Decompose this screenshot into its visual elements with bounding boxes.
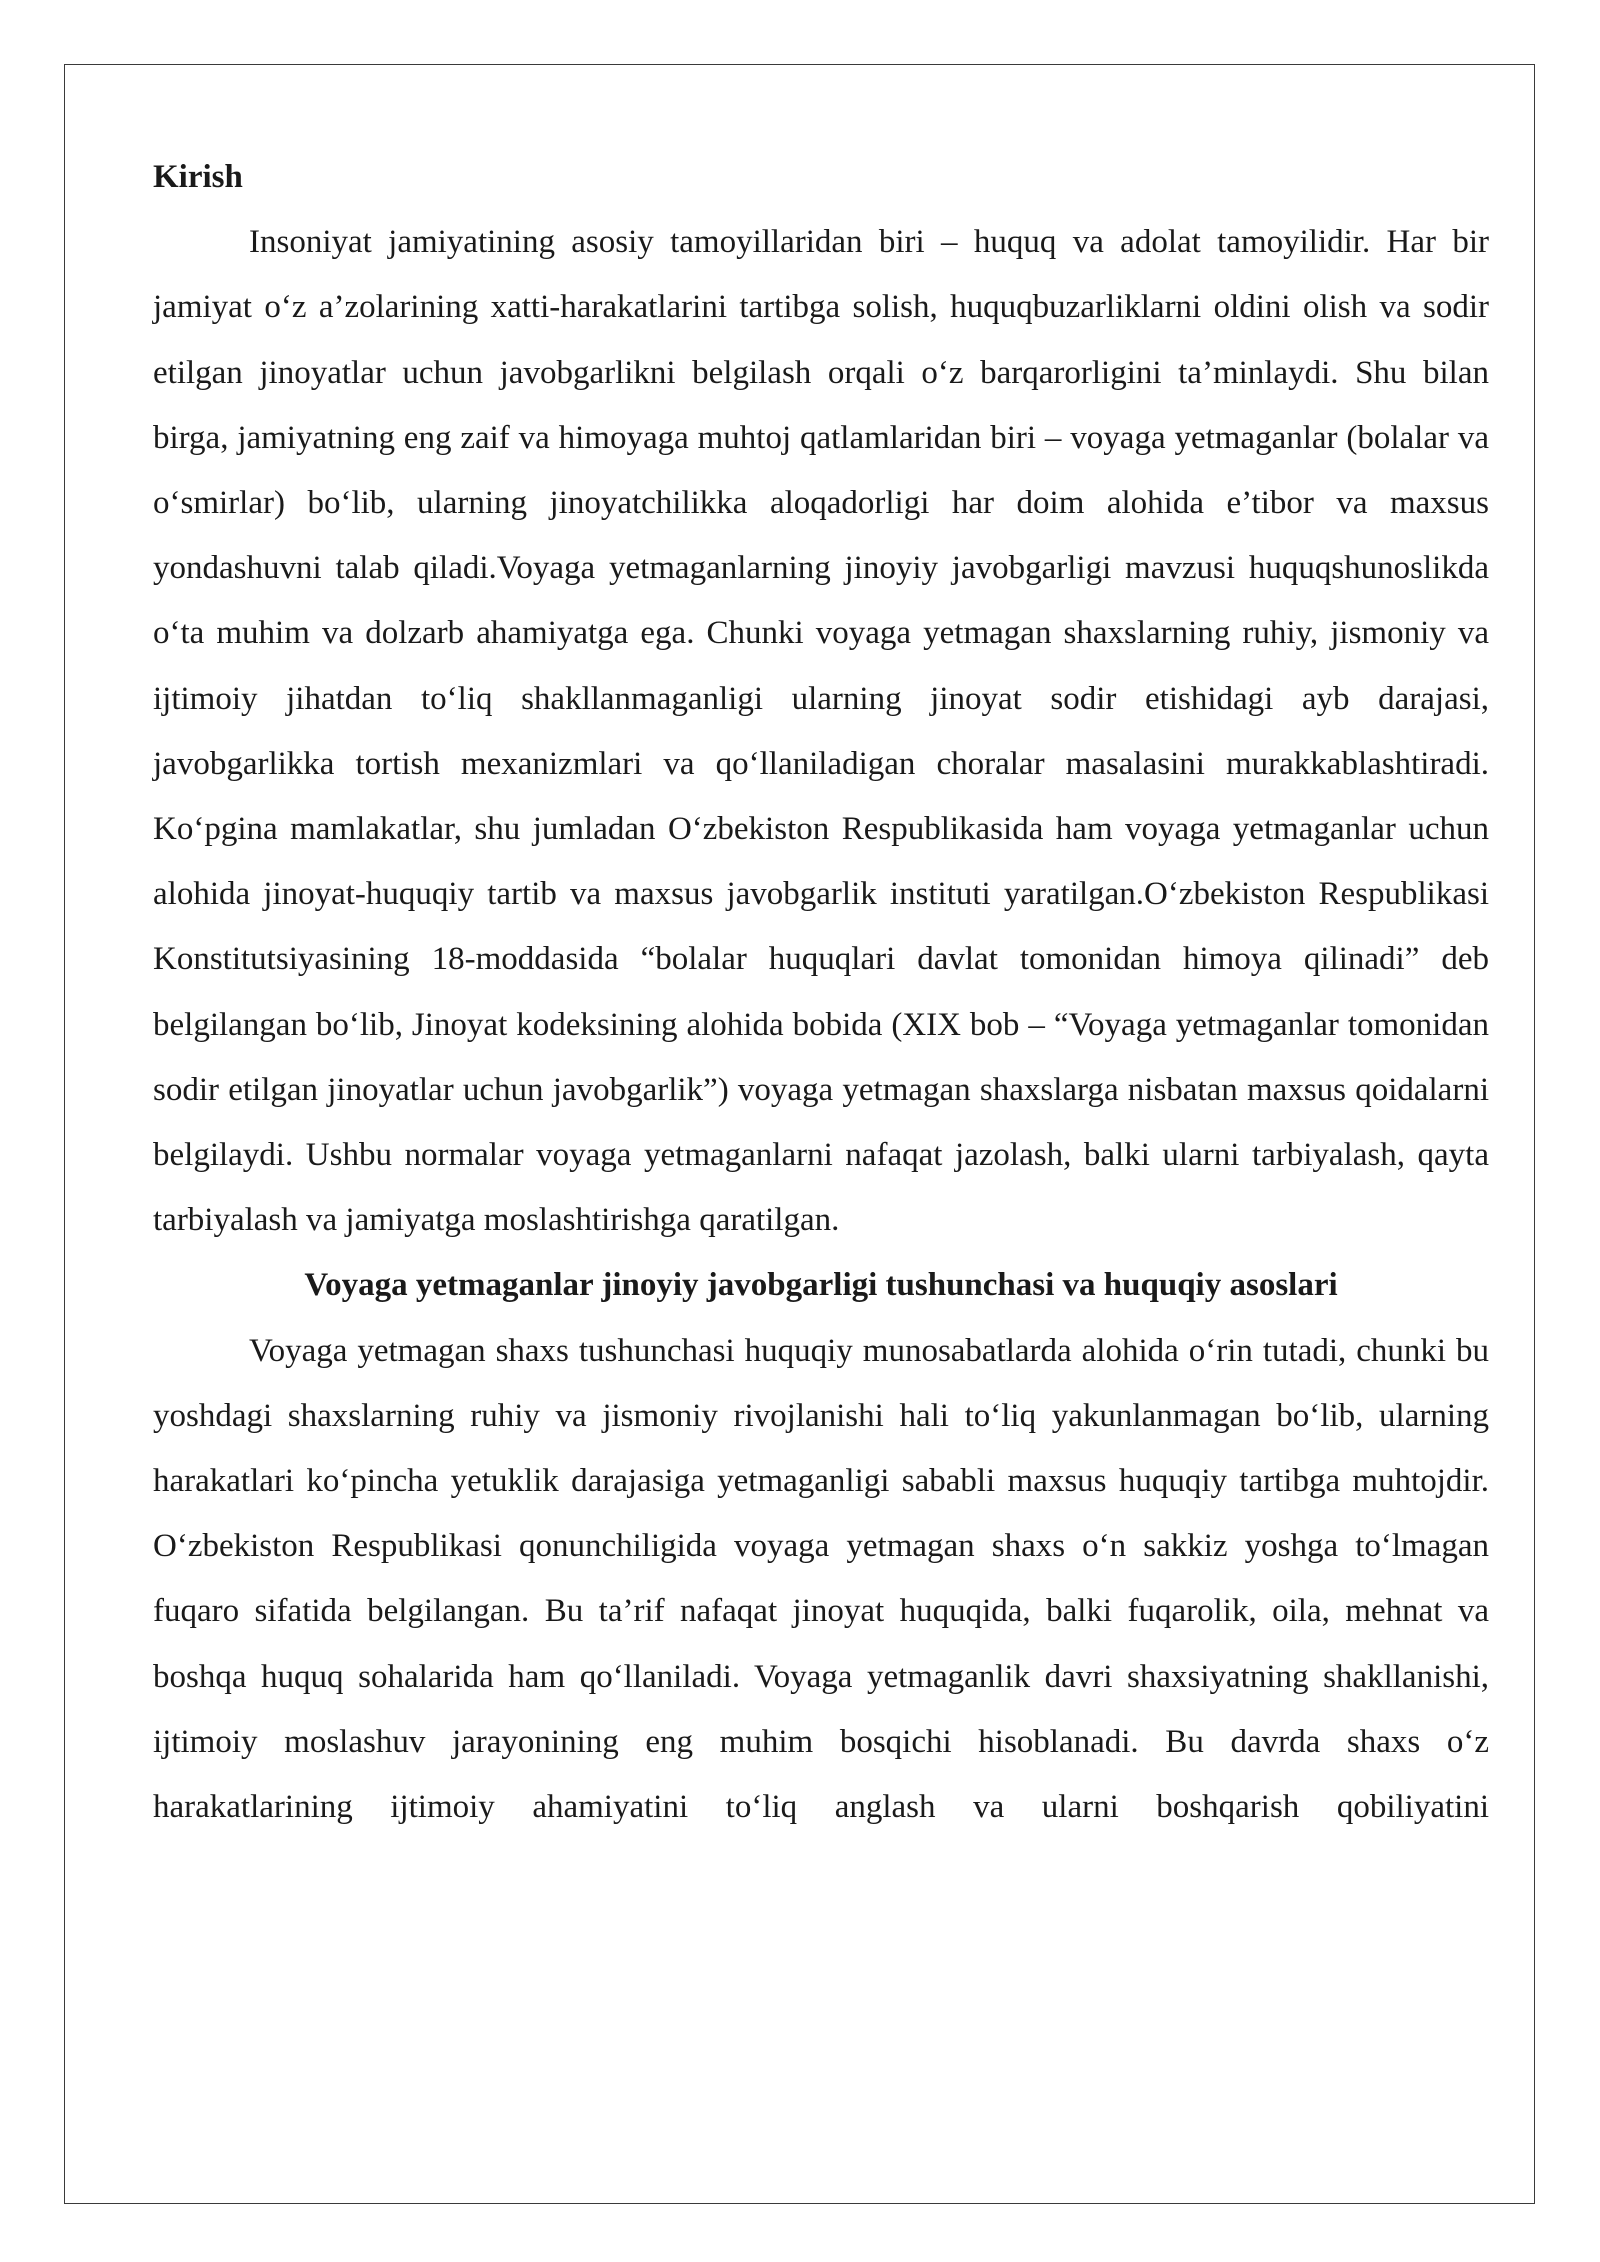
intro-heading: Kirish — [153, 159, 243, 195]
intro-paragraph: Insoniyat jamiyatining asosiy tamoyillaridan biri – huquq va adolat tamoyilidir. Har bir jamiyat o‘z a’zolarining xatti-harakatlarini tartibga solish, huquqbuzarliklarni oldini olish va sodir etilgan jinoyatlar uchun javobgarlikni belgilash orqali o‘z barqarorligini ta’minlaydi. Shu bilan birga, jamiyatning eng zaif va himoyaga muhtoj qatlamlaridan biri – voyaga yetmaganlar (bolalar va o‘smirlar) bo‘lib, ularning jinoyatchilikka aloqadorligi har doim alohida e’tibor va maxsus yondashuvni talab qiladi.Voyaga yetmaganlarning jinoyiy javobgarligi mavzusi huquqshunoslikda o‘ta muhim va dolzarb ahamiyatga ega. Chunki voyaga yetmagan shaxslarning ruhiy, jismoniy va ijtimoiy jihatdan to‘liq shakllanmaganligi ularning jinoyat sodir etishidagi ayb darajasi, javobgarlikka tortish mexanizmlari va qo‘llaniladigan choralar masalasini murakkablashtiradi. Ko‘pgina mamlakatlar, shu jumladan O‘zbekiston Respublikasida ham voyaga yetmaganlar uchun alohida jinoyat-huquqiy tartib va maxsus javobgarlik instituti yaratilgan.O‘zbekiston Respublikasi Konstitutsiyasining 18-moddasida “bolalar huquqlari davlat tomonidan himoya qilinadi” deb belgilangan bo‘lib, Jinoyat kodeksining alohida bobida (XIX bob – “Voyaga yetmaganlar tomonidan sodir etilgan jinoyatlar uchun javobgarlik”) voyaga yetmagan shaxslarga nisbatan maxsus qoidalarni belgilaydi. Ushbu normalar voyaga yetmaganlarni nafaqat jazolash, balki ularni tarbiyalash, qayta tarbiyalash va jamiyatga moslashtirishga qaratilgan. — [153, 224, 1489, 1239]
section-heading: Voyaga yetmaganlar jinoyiy javobgarligi tushunchasi va huquqiy asoslari — [304, 1267, 1338, 1304]
document-body — [153, 145, 1489, 1840]
section-paragraph: Voyaga yetmagan shaxs tushunchasi huquqiy munosabatlarda alohida o‘rin tutadi, chunki bu yoshdagi shaxslarning ruhiy va jismoniy rivojlanishi hali to‘liq yakunlanmagan bo‘lib, ularning harakatlari ko‘pincha yetuklik darajasiga yetmaganligi sababli maxsus huquqiy tartibga muhtojdir. O‘zbekiston Respublikasi qonunchiligida voyaga yetmagan shaxs o‘n sakkiz yoshga to‘lmagan fuqaro sifatida belgilangan. Bu ta’rif nafaqat jinoyat huquqida, balki fuqarolik, oila, mehnat va boshqa huquq sohalarida ham qo‘llaniladi. Voyaga yetmaganlik davri shaxsiyatning shakllanishi, ijtimoiy moslashuv jarayonining eng muhim bosqichi hisoblanadi. Bu davrda shaxs o‘z harakatlarining ijtimoiy ahamiyatini to‘liq anglash va ularni boshqarish qobiliyatini — [153, 1332, 1489, 1826]
